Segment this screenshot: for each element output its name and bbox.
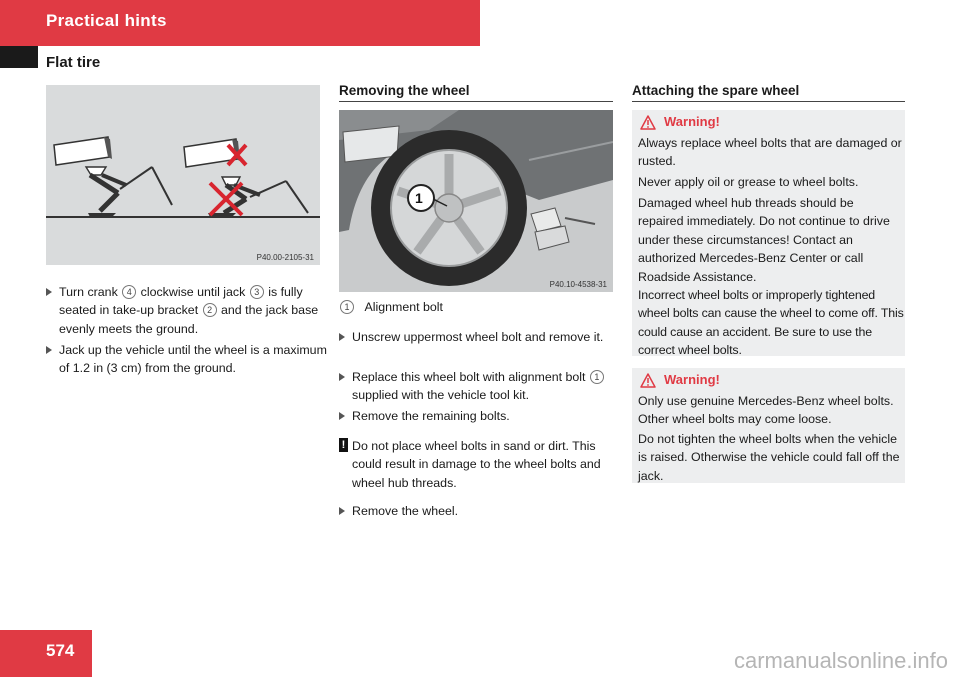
figure-code: P40.00-2105-31 xyxy=(256,253,314,262)
caution-note: ! Do not place wheel bolts in sand or dirt. This could result in damage to the wheel bolts and wheel hub threads. xyxy=(339,437,615,492)
wheel-figure xyxy=(339,110,613,292)
warning-text: Incorrect wheel bolts or improperly tightened wheel bolts can cause the wheel to come off. This could cause an accident. Be sure to use the correct wheel bolts. xyxy=(638,288,904,358)
section-heading: Removing the wheel xyxy=(339,83,470,98)
arrow-icon xyxy=(339,373,345,381)
warning-title: Warning! xyxy=(664,372,720,387)
heading-rule xyxy=(632,101,905,102)
wheel-illustration xyxy=(339,110,613,292)
page-number: 574 xyxy=(46,641,75,660)
warning-text: Always replace wheel bolts that are damaged or rusted. xyxy=(638,136,902,169)
section-title: Practical hints xyxy=(46,11,167,30)
arrow-icon xyxy=(339,333,345,341)
figure-code: P40.10-4538-31 xyxy=(549,280,607,289)
warning-text: Never apply oil or grease to wheel bolts. xyxy=(638,175,859,189)
instruction-item: Jack up the vehicle until the wheel is a maximum of 1.2 in (3 cm) from the ground. xyxy=(46,341,328,378)
callout-number: 4 xyxy=(122,285,136,299)
warning-triangle-icon xyxy=(640,373,656,388)
callout-number: 3 xyxy=(250,285,264,299)
warning-box xyxy=(632,110,905,356)
jack-illustration xyxy=(46,85,320,265)
warning-triangle-icon xyxy=(640,115,656,130)
header-marker xyxy=(0,46,38,68)
exclamation-icon: ! xyxy=(339,438,348,452)
callout-number: 1 xyxy=(340,300,354,314)
warning-text: Damaged wheel hub threads should be repaired immediately. Do not continue to drive under these circumstances! Contact an authorized Mercedes-Benz Center or call Roadside Assistance. xyxy=(638,196,890,284)
instruction-item: Remove the remaining bolts. xyxy=(339,407,615,425)
legend-item: 1 Alignment bolt xyxy=(339,298,443,316)
section-heading: Attaching the spare wheel xyxy=(632,83,800,98)
instruction-item: Turn crank 4 clockwise until jack 3 is fully seated in take-up bracket 2 and the jack base evenly meets the ground. xyxy=(46,283,322,338)
instruction-item: Replace this wheel bolt with alignment bolt 1 supplied with the vehicle tool kit. xyxy=(339,368,615,405)
warning-title: Warning! xyxy=(664,114,720,129)
callout-number: 1 xyxy=(590,370,604,384)
watermark: carmanualsonline.info xyxy=(733,648,948,673)
warning-text: Do not tighten the wheel bolts when the vehicle is raised. Otherwise the vehicle could fall off the jack. xyxy=(638,432,900,483)
arrow-icon xyxy=(46,346,52,354)
callout-label: 1 xyxy=(415,190,423,206)
instruction-item: Remove the wheel. xyxy=(339,502,615,520)
warning-box xyxy=(632,368,905,483)
callout-number: 2 xyxy=(203,303,217,317)
instruction-item: Unscrew uppermost wheel bolt and remove it. xyxy=(339,328,615,346)
arrow-icon xyxy=(339,412,345,420)
subsection-title: Flat tire xyxy=(46,54,101,71)
arrow-icon xyxy=(46,288,52,296)
arrow-icon xyxy=(339,507,345,515)
jack-figure xyxy=(46,85,320,265)
heading-rule xyxy=(339,101,613,102)
warning-text: Only use genuine Mercedes-Benz wheel bolts. Other wheel bolts may come loose. xyxy=(638,394,894,427)
